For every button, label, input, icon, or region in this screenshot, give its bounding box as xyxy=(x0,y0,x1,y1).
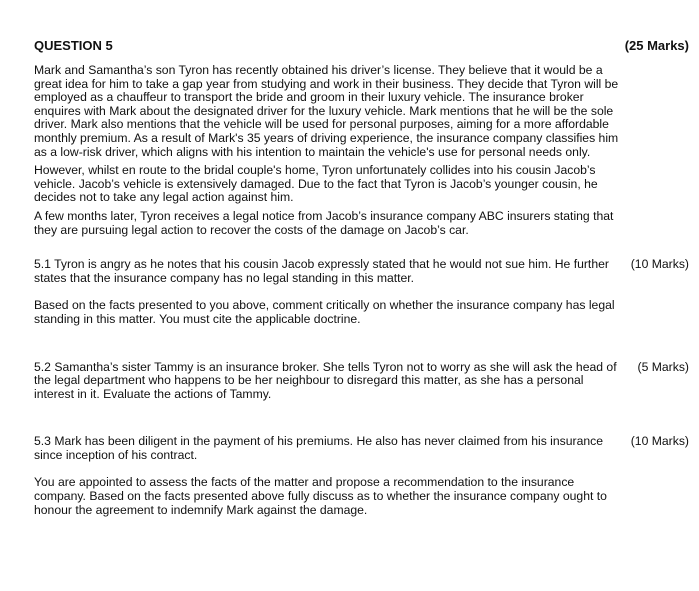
sub-question-5-3-followup: You are appointed to assess the facts of the matter and propose a recommendation to the insurance company. Based on the facts presented above fully discuss as to whether the insurance company ought to honour the agreement to indemnify Mark against the damage. xyxy=(34,475,607,517)
scenario-paragraph-1: Mark and Samantha’s son Tyron has recently obtained his driver’s license. They believe that it would be a great idea for him to take a gap year from studying and work in their business. They decide that Tyron will be employed as a chauffeur to transport the bride and groom in their luxury vehicle. The insurance broker enquires with Mark about the designated driver for the luxury vehicle. Mark mentions that he will be the sole driver. Mark also mentions that the vehicle will be used for personal purposes, aiming for a more affordable monthly premium. As a result of Mark's 35 years of driving experience, the insurance company classifies him as a low-risk driver, which aligns with his intention to maintain the vehicle's use for personal needs only. xyxy=(34,63,619,159)
sub-question-5-3 xyxy=(34,435,689,462)
scenario-paragraph-3: A few months later, Tyron receives a legal notice from Jacob’s insurance company ABC insurers stating that they are pursuing legal action to recover the costs of the damage on Jacob’s car. xyxy=(34,208,614,237)
sub-question-5-2-marks: (5 Marks) xyxy=(637,359,689,374)
question-title: QUESTION 5 xyxy=(34,38,113,53)
question-total-marks: (25 Marks) xyxy=(624,38,689,53)
sub-question-5-1 xyxy=(34,258,689,285)
sub-question-5-3-marks: (10 Marks) xyxy=(630,434,689,449)
question-header xyxy=(34,34,689,54)
sub-question-5-2-text: 5.2 Samantha’s sister Tammy is an insurance broker. She tells Tyron not to worry as she will ask the head of the legal department who happens to be her neighbour to disregard this matter, as she has a personal interest in it. Evaluate the actions of Tammy. xyxy=(34,359,617,401)
sub-question-5-1-marks: (10 Marks) xyxy=(630,257,689,272)
sub-question-5-3-text: 5.3 Mark has been diligent in the payment of his premiums. He also has never claimed from his insurance since inception of his contract. xyxy=(34,434,604,462)
sub-question-5-1-text: 5.1 Tyron is angry as he notes that his cousin Jacob expressly stated that he would not sue him. He further states that the insurance company has no legal standing in this matter. xyxy=(34,257,609,285)
sub-question-5-1-followup: Based on the facts presented to you above, comment critically on whether the insurance company has legal standing in this matter. You must cite the applicable doctrine. xyxy=(34,298,615,326)
sub-question-5-2 xyxy=(34,361,689,402)
scenario-paragraph-2: However, whilst en route to the bridal couple's home, Tyron unfortunately collides into his cousin Jacob’s vehicle. Jacob’s vehicle is extensively damaged. Due to the fact that Tyron is Jacob’s younger cousin, he decides not to take any legal action against him. xyxy=(34,163,598,205)
question-page xyxy=(34,34,689,517)
